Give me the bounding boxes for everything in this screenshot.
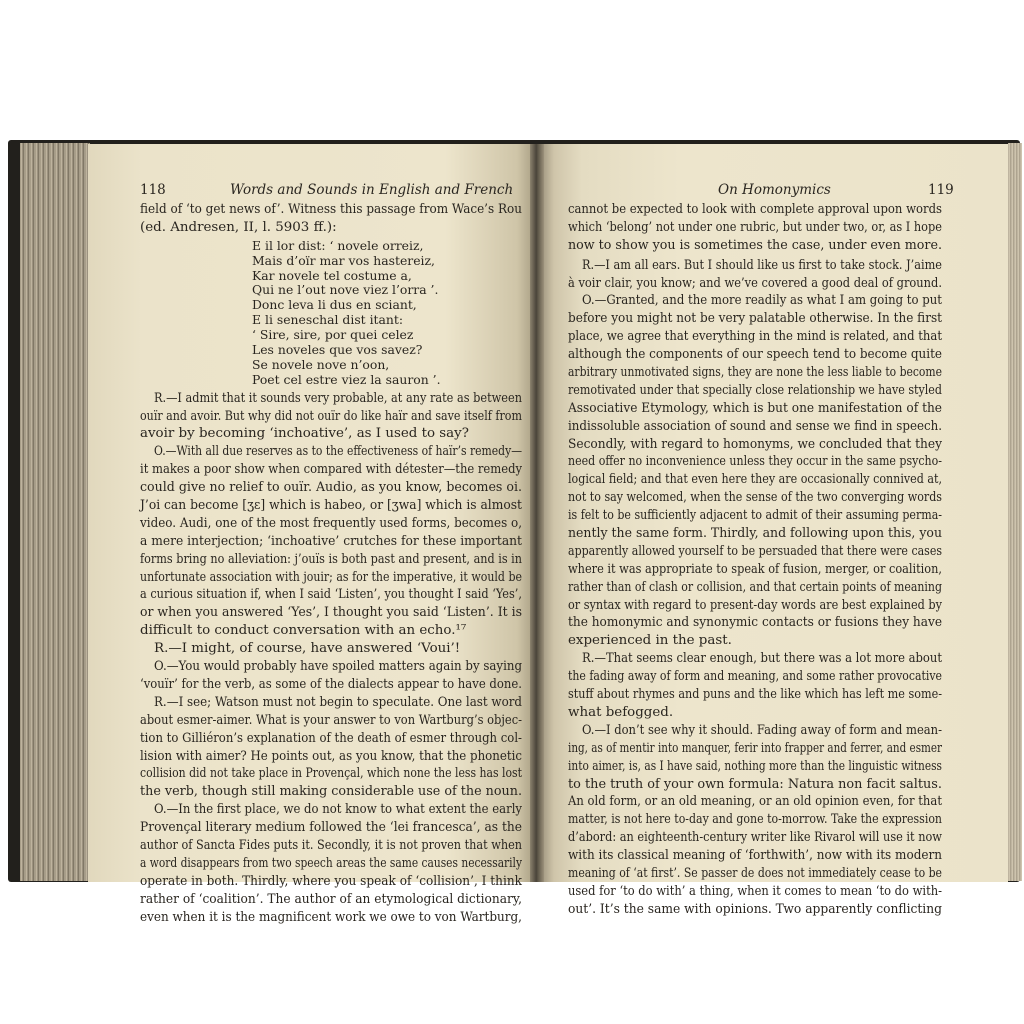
text-line: O.—I don’t see why it should. Fading away of form and mean- — [582, 722, 942, 738]
text-line: arbitrary unmotivated signs, they are none the less liable to become — [568, 365, 942, 381]
text-line: place, we agree that everything in the mind is related, and that — [568, 329, 942, 345]
text-line: a word disappears from two speech areas the same causes necessarily — [140, 855, 522, 871]
text-line: into aimer, is, as I have said, nothing more than the linguistic witness — [568, 758, 942, 774]
text-line: R.—I am all ears. But I should like us first to take stock. J’aime — [582, 257, 942, 273]
right-running-head: On Homonymics — [718, 182, 831, 198]
text-line: difficult to conduct conversation with an echo.¹⁷ — [140, 623, 467, 639]
text-line: video. Audi, one of the most frequently used forms, becomes o, — [140, 515, 522, 531]
text-line: author of Sancta Fides puts it. Secondly, it is not proven that when — [140, 837, 522, 853]
verse-line: ‘ Sire, sire, por quei celez — [252, 327, 414, 343]
text-line: d’abord: an eighteenth-century writer like Rivarol will use it now — [568, 830, 942, 846]
text-line: or syntax with regard to present-day words are best explained by — [568, 597, 942, 613]
text-line: O.—Granted, and the more readily as what I am going to put — [582, 293, 942, 309]
text-line: indissoluble association of sound and sense we find in speech. — [568, 418, 942, 434]
text-line: R.—I see; Watson must not begin to speculate. One last word — [154, 694, 522, 710]
text-line: à voir clair, you know; and we’ve covered a good deal of ground. — [568, 275, 942, 291]
text-line: used for ‘to do with’ a thing, when it comes to mean ‘to do with- — [568, 883, 942, 899]
verse-line: Qui ne l’out nove viez l’orra ’. — [252, 282, 439, 298]
right-page-body — [568, 201, 1024, 919]
text-line: field of ‘to get news of’. Witness this passage from Wace’s Rou — [140, 202, 522, 217]
text-line: not to say welcomed, when the sense of the two converging words — [568, 490, 942, 506]
text-line: Provençal literary medium followed the ‘lei francesca’, as the — [140, 820, 522, 836]
text-line: O.—You would probably have spoiled matters again by saying — [154, 659, 522, 675]
verse-line: Mais d’oïr mar vos hastereiz, — [252, 252, 435, 268]
text-line: cannot be expected to look with complete approval upon words — [568, 202, 942, 217]
text-line: Secondly, with regard to homonyms, we concluded that they — [568, 436, 942, 452]
text-line: logical field; and that even here they are occasionally connived at, — [568, 472, 942, 488]
text-line: operate in both. Thirdly, where you speak of ‘collision’, I think — [140, 873, 522, 889]
text-line: meaning of ‘at first’. Se passer de does not immediately cease to be — [568, 865, 942, 881]
verse-line: Poet cel estre viez la sauron ’. — [252, 371, 441, 387]
text-line: a mere interjection; ‘inchoative’ crutches for these important — [140, 533, 522, 549]
text-line: the homonymic and synonymic contacts or fusions they have — [568, 615, 942, 631]
text-line: where it was appropriate to speak of fusion, merger, or coalition, — [568, 561, 942, 577]
text-line: experienced in the past. — [568, 633, 732, 649]
text-line: could give no relief to ouïr. Audio, as you know, becomes oi. — [140, 480, 522, 496]
text-line: R.—That seems clear enough, but there was a lot more about — [582, 651, 942, 667]
text-line: An old form, or an old meaning, or an old opinion even, for that — [568, 794, 942, 810]
text-line: avoir by becoming ‘inchoative’, as I used to say? — [140, 426, 469, 442]
text-line: rather of ‘coalition’. The author of an etymological dictionary, — [140, 891, 522, 907]
text-line: forms bring no alleviation: j’ouïs is both past and present, and is in — [140, 551, 522, 567]
verse-line: E il lor dist: ‘ novele orreiz, — [252, 237, 424, 253]
text-line: ouïr and avoir. But why did not ouïr do like haïr and save itself from — [140, 408, 522, 424]
text-line: the verb, though still making considerable use of the noun. — [140, 784, 522, 800]
text-line: O.—In the first place, we do not know to what extent the early — [154, 802, 522, 818]
page-edges-left — [20, 143, 90, 881]
text-line: a curious situation if, when I said ‘Listen’, you thought I said ‘Yes’, — [140, 587, 522, 603]
text-line: ing, as of mentir into manquer, ferir into frapper and ferrer, and esmer — [568, 740, 942, 756]
text-line: ‘vouïr’ for the verb, as some of the dialects appear to have done. — [140, 676, 522, 692]
verse-line: Les noveles que vos savez? — [252, 342, 423, 358]
left-page-number: 118 — [140, 182, 166, 198]
text-line: stuff about rhymes and puns and the like which has left me some- — [568, 687, 942, 703]
text-line: remotivated under that specially close relationship we have styled — [568, 382, 942, 398]
left-running-head: Words and Sounds in English and French — [230, 182, 514, 198]
text-line: even when it is the magnificent work we owe to von Wartburg, — [140, 909, 522, 925]
text-line: Associative Etymology, which is but one manifestation of the — [568, 400, 942, 416]
left-page-body — [140, 201, 620, 926]
text-line: what befogged. — [568, 704, 674, 720]
text-line: R.—I might, of course, have answered ‘Voui’! — [154, 641, 461, 657]
text-line: J’oi can become [ʒɛ] which is habeo, or [ʒwa] which is almost — [140, 498, 522, 514]
text-line: lision with aimer? He points out, as you know, that the phonetic — [140, 748, 522, 764]
text-line: (ed. Andresen, II, l. 5903 ff.): — [140, 219, 337, 235]
verse-line: Se novele nove n’oon, — [252, 356, 390, 372]
right-page-number: 119 — [928, 182, 954, 198]
text-line: although the components of our speech tend to become quite — [568, 347, 942, 363]
text-line: to the truth of your own formula: Natura non facit saltus. — [568, 776, 942, 792]
text-line: unfortunate association with jouir; as for the imperative, it would be — [140, 569, 522, 585]
text-line: it makes a poor show when compared with détester—the remedy — [140, 462, 522, 478]
verse-line: Kar novele tel costume a, — [252, 267, 412, 283]
text-line: or when you answered ‘Yes’, I thought you said ‘Listen’. It is — [140, 605, 522, 621]
text-line: now to show you is sometimes the case, under even more. — [568, 237, 942, 253]
text-line: O.—With all due reserves as to the effectiveness of haïr’s remedy— — [154, 444, 522, 460]
text-line: before you might not be very palatable otherwise. In the first — [568, 311, 942, 327]
text-line: tion to Gilliéron’s explanation of the death of esmer through col- — [140, 730, 522, 746]
text-line: R.—I admit that it sounds very probable, at any rate as between — [154, 390, 522, 406]
text-line: is felt to be sufficiently adjacent to admit of their assuming perma- — [568, 508, 942, 524]
text-line: the fading away of form and meaning, and some rather provocative — [568, 669, 942, 685]
text-line: matter, is not here to-day and gone to-morrow. Take the expression — [568, 812, 942, 828]
text-line: out’. It’s the same with opinions. Two apparently conflicting — [568, 901, 942, 917]
text-line: rather than of clash or collision, and that certain points of meaning — [568, 579, 942, 595]
text-line: nently the same form. Thirdly, and following upon this, you — [568, 526, 942, 542]
verse-line: Donc leva li dus en sciant, — [252, 297, 417, 313]
text-line: need offer no inconvenience unless they occur in the same psycho- — [568, 454, 942, 470]
text-line: apparently allowed yourself to be persuaded that there were cases — [568, 543, 942, 559]
text-line: about esmer-aimer. What is your answer to von Wartburg’s objec- — [140, 712, 522, 728]
verse-line: E li seneschal dist itant: — [252, 312, 404, 328]
text-line: which ‘belong’ not under one rubric, but under two, or, as I hope — [568, 219, 942, 235]
text-line: collision did not take place in Provençal, which none the less has lost — [140, 766, 522, 782]
text-line: with its classical meaning of ‘forthwith’, now with its modern — [568, 848, 942, 864]
